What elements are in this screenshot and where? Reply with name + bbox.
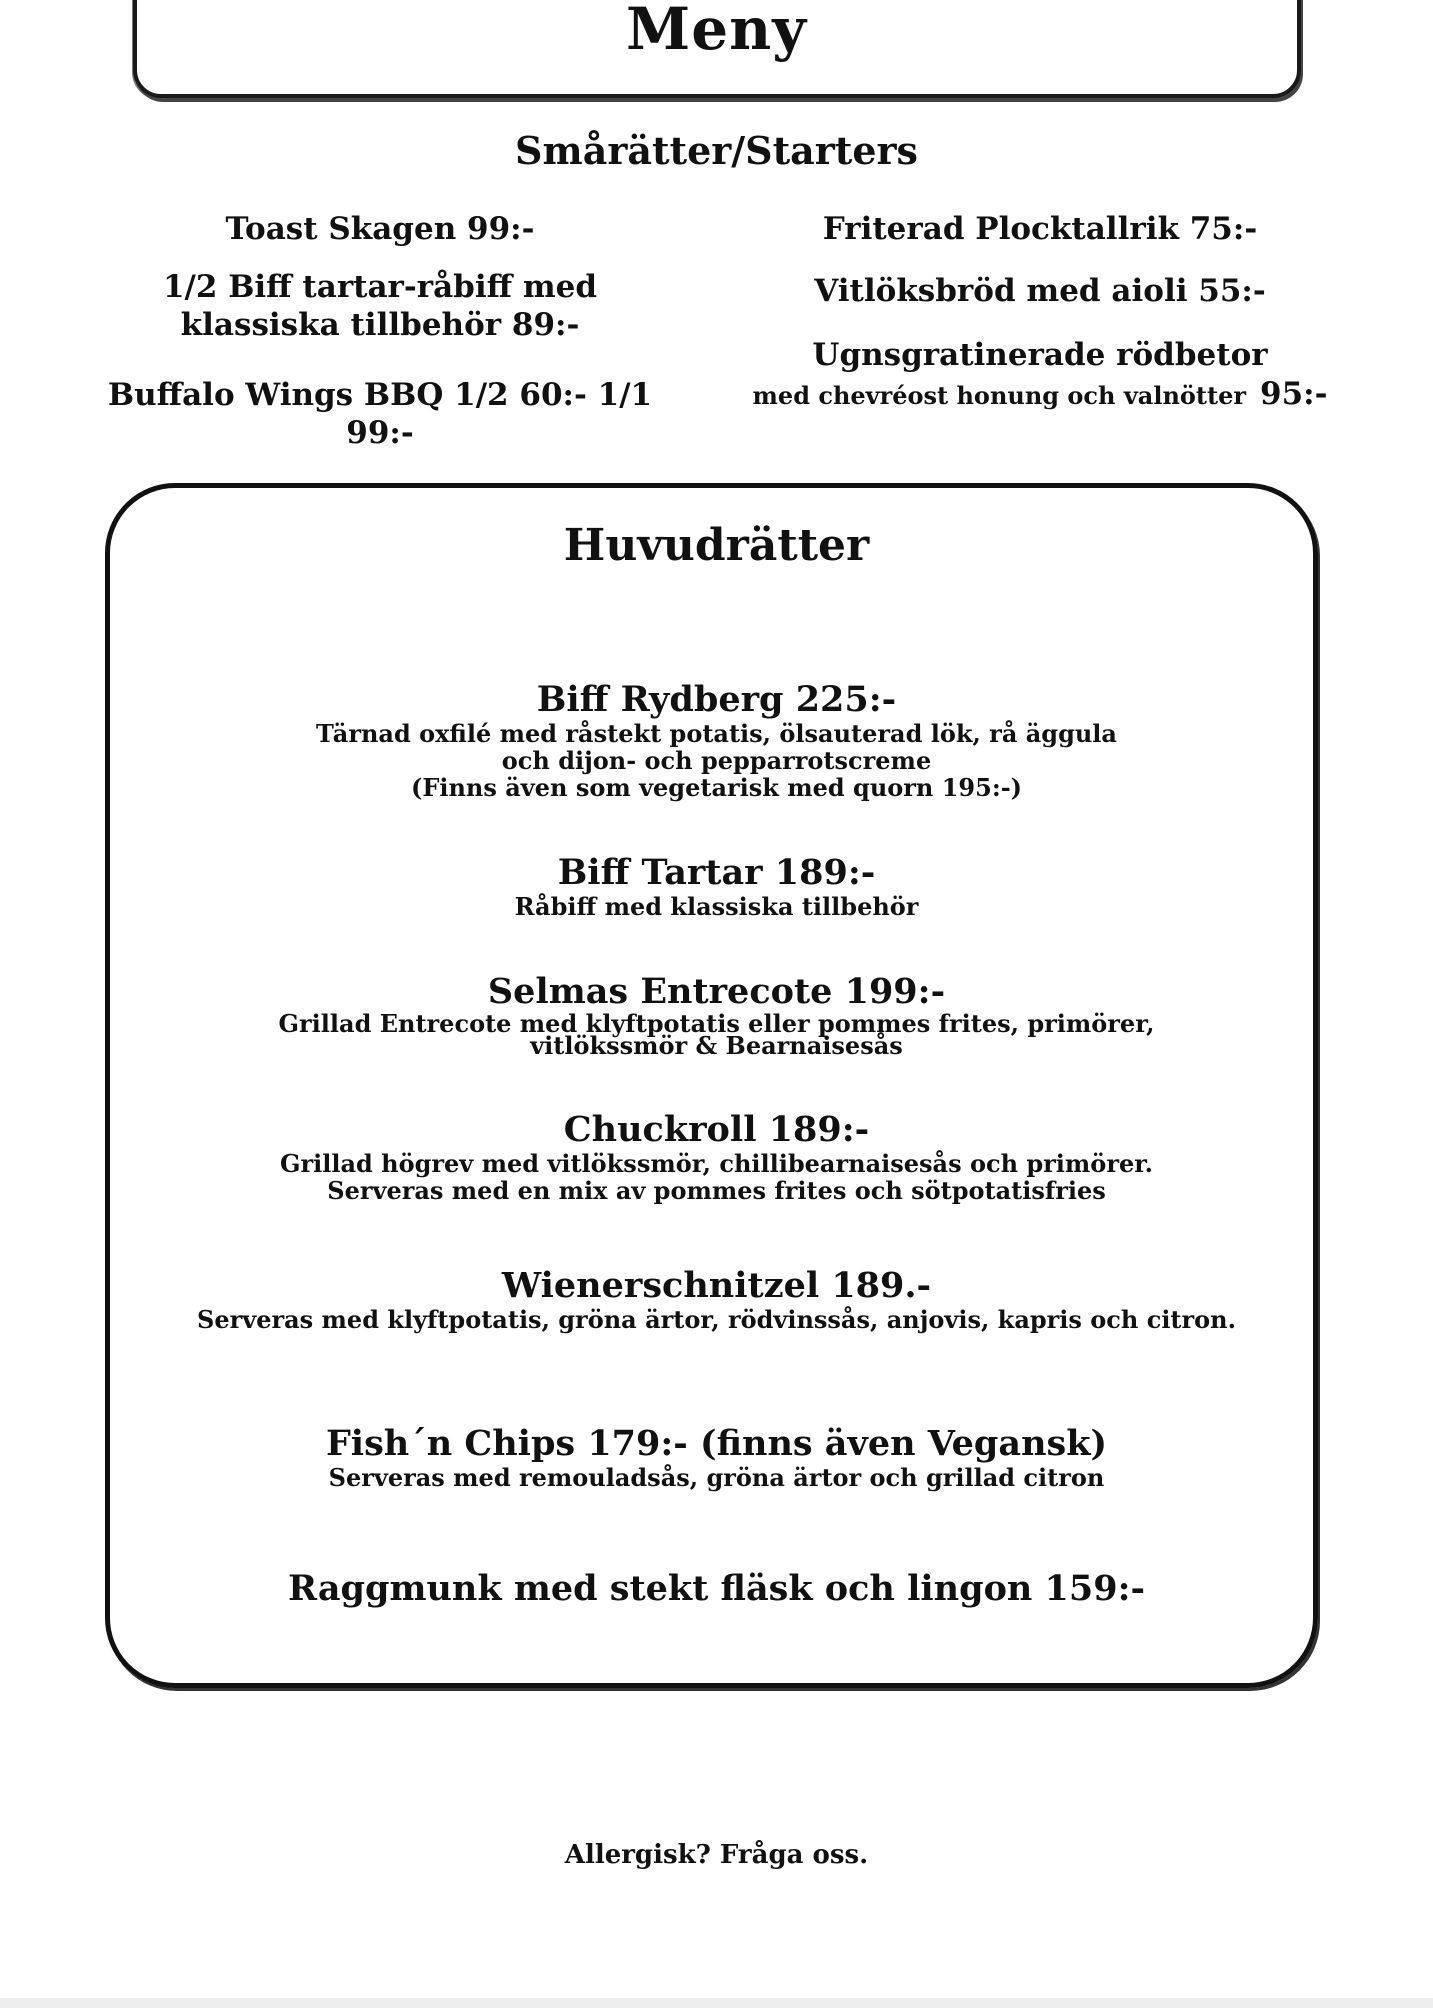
dish-biff-tartar: [0, 853, 1433, 920]
main-courses-heading: Huvudrätter: [563, 520, 870, 571]
dish-description-line: (Finns även som vegetarisk med quorn 195:-): [410, 773, 1023, 802]
dish-description-line: vitlökssmör & Bearnaisesås: [530, 1031, 903, 1060]
dish-description-line: Råbiff med klassiska tillbehör: [514, 892, 919, 921]
dish-description-line: Serveras med klyftpotatis, gröna ärtor, rödvinssås, anjovis, kapris och citron.: [197, 1305, 1236, 1334]
dish-fish-n-chips: [0, 1424, 1433, 1491]
dish-name: Biff Tartar 189:-: [557, 852, 876, 893]
dish-description-line: Serveras med remouladsås, gröna ärtor och grillad citron: [328, 1463, 1105, 1492]
dish-biff-rydberg: [0, 680, 1433, 801]
starter-item: 1/2 Biff tartar-råbiff med klassiska tillbehör 89:-: [162, 269, 598, 343]
starter-item-description: [730, 374, 1350, 416]
dish-description-line: Tärnad oxfilé med råstekt potatis, ölsauterad lök, rå äggula: [316, 719, 1117, 748]
menu-title: Meny: [626, 0, 807, 63]
dish-selmas-entrecote: [0, 971, 1433, 1060]
starters-left-column: [70, 210, 690, 476]
dish-wienerschnitzel: [0, 1266, 1433, 1333]
dish-description-line: Grillad Entrecote med klyftpotatis eller pommes frites, primörer,: [278, 1009, 1155, 1038]
starter-item: Ugnsgratinerade rödbetor: [812, 337, 1268, 373]
allergy-note: Allergisk? Fråga oss.: [564, 1840, 869, 1870]
starters-heading: Smårätter/Starters: [515, 128, 918, 173]
dish-name: Selmas Entrecote 199:-: [487, 971, 946, 1012]
starter-item: Friterad Plocktallrik 75:-: [822, 211, 1258, 247]
dish-raggmunk: [0, 1569, 1433, 1609]
dish-description-line: Serveras med en mix av pommes frites och sötpotatisfries: [327, 1176, 1106, 1205]
dish-name: Chuckroll 189:-: [563, 1109, 870, 1150]
page-bottom-edge: [0, 1998, 1433, 2008]
dish-name: Raggmunk med stekt fläsk och lingon 159:-: [287, 1568, 1146, 1609]
main-courses-frame: [105, 483, 1318, 1688]
starters-right-column: [730, 210, 1350, 416]
starter-item-price: 95:-: [1260, 376, 1328, 412]
dish-description-line: och dijon- och pepparrotscreme: [501, 746, 932, 775]
dish-name: Wienerschnitzel 189.-: [501, 1265, 932, 1306]
dish-description-line: Grillad högrev med vitlökssmör, chillibearnaisesås och primörer.: [279, 1149, 1154, 1178]
starter-item: Vitlöksbröd med aioli 55:-: [814, 273, 1266, 309]
starter-item: Toast Skagen 99:-: [225, 211, 535, 247]
dish-name: Biff Rydberg 225:-: [536, 679, 897, 720]
dish-chuckroll: [0, 1110, 1433, 1204]
starter-item-description-text: med chevréost honung och valnötter: [752, 381, 1247, 410]
dish-name: Fish´n Chips 179:- (finns även Vegansk): [325, 1423, 1108, 1464]
starter-item: Buffalo Wings BBQ 1/2 60:- 1/1 99:-: [107, 377, 653, 451]
